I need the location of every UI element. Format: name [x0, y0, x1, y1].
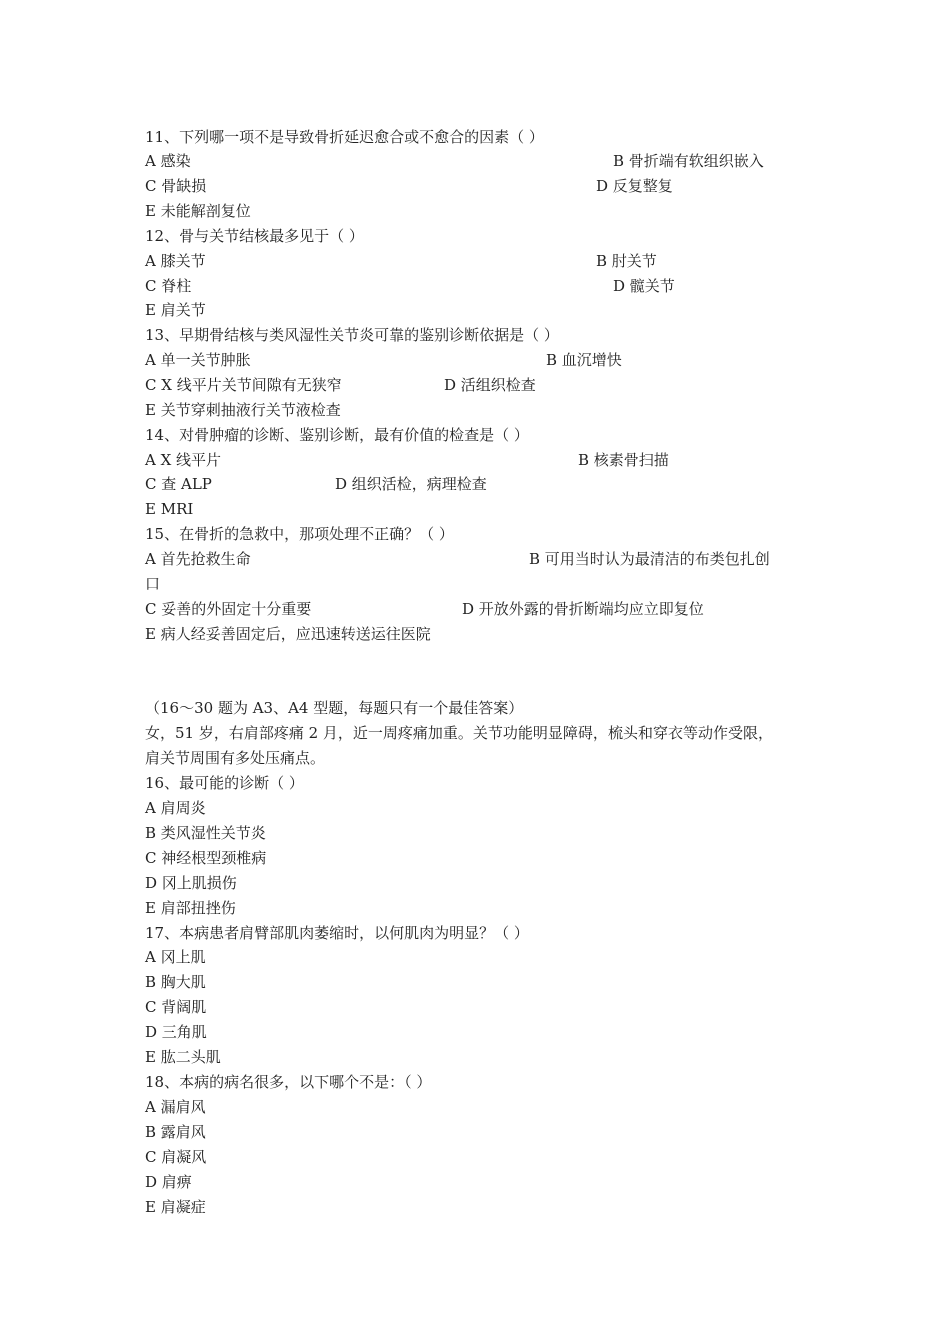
question-15-option-d: D 开放外露的骨折断端均应立即复位 — [462, 600, 704, 618]
question-17-option-d: D 三角肌 — [145, 1023, 207, 1041]
question-14-option-b: B 核素骨扫描 — [578, 451, 669, 469]
question-15-option-b-continued: 口 — [145, 575, 161, 593]
question-13-option-c: C X 线平片关节间隙有无狭窄 — [145, 376, 342, 394]
question-12-option-c: C 脊柱 — [145, 277, 192, 295]
question-15-option-b: B 可用当时认为最清洁的布类包扎创 — [529, 550, 770, 568]
question-16-option-c: C 神经根型颈椎病 — [145, 849, 267, 867]
question-15-option-c: C 妥善的外固定十分重要 — [145, 600, 312, 618]
question-15-option-a: A 首先抢救生命 — [145, 550, 251, 568]
question-13-option-e: E 关节穿刺抽液行关节液检查 — [145, 401, 341, 419]
question-14-option-e: E MRI — [145, 500, 194, 518]
question-12-option-d: D 髋关节 — [613, 277, 675, 295]
question-11-option-e: E 未能解剖复位 — [145, 202, 251, 220]
question-15-option-e: E 病人经妥善固定后，应迅速转送运往医院 — [145, 625, 431, 643]
question-11-option-d: D 反复整复 — [596, 177, 673, 195]
question-14-option-d: D 组织活检，病理检查 — [335, 475, 487, 493]
section-header: （16～30 题为 A3、A4 型题，每题只有一个最佳答案） — [145, 699, 524, 717]
question-18-option-a: A 漏肩风 — [145, 1098, 206, 1116]
question-13-stem: 13、早期骨结核与类风湿性关节炎可靠的鉴别诊断依据是（ ） — [145, 326, 559, 344]
question-12-stem: 12、骨与关节结核最多见于（ ） — [145, 227, 364, 245]
question-12-option-b: B 肘关节 — [596, 252, 657, 270]
question-12-option-a: A 膝关节 — [145, 252, 206, 270]
question-16-option-b: B 类风湿性关节炎 — [145, 824, 266, 842]
question-18-option-c: C 肩凝风 — [145, 1148, 207, 1166]
question-18-option-b: B 露肩风 — [145, 1123, 206, 1141]
case-description-line-1: 女，51 岁，右肩部疼痛 2 月，近一周疼痛加重。关节功能明显障碍，梳头和穿衣等动作受限， — [145, 724, 773, 742]
question-15-stem: 15、在骨折的急救中，那项处理不正确？（ ） — [145, 525, 454, 543]
question-11-stem: 11、下列哪一项不是导致骨折延迟愈合或不愈合的因素（ ） — [145, 128, 544, 146]
question-16-option-d: D 冈上肌损伤 — [145, 874, 237, 892]
question-18-option-d: D 肩痹 — [145, 1173, 192, 1191]
question-17-option-b: B 胸大肌 — [145, 973, 206, 991]
question-13-option-d: D 活组织检查 — [444, 376, 536, 394]
question-13-option-b: B 血沉增快 — [546, 351, 622, 369]
question-13-option-a: A 单一关节肿胀 — [145, 351, 251, 369]
case-description-line-2: 肩关节周围有多处压痛点。 — [145, 749, 326, 767]
question-12-option-e: E 肩关节 — [145, 301, 206, 319]
question-11-option-c: C 骨缺损 — [145, 177, 207, 195]
question-16-option-e: E 肩部扭挫伤 — [145, 899, 236, 917]
question-11-option-a: A 感染 — [145, 152, 191, 170]
question-18-option-e: E 肩凝症 — [145, 1198, 206, 1216]
question-16-option-a: A 肩周炎 — [145, 799, 206, 817]
question-17-stem: 17、本病患者肩臂部肌肉萎缩时，以何肌肉为明显？（ ） — [145, 924, 529, 942]
question-18-stem: 18、本病的病名很多，以下哪个不是：（ ） — [145, 1073, 432, 1091]
question-17-option-c: C 背阔肌 — [145, 998, 207, 1016]
question-17-option-a: A 冈上肌 — [145, 948, 206, 966]
question-14-option-a: A X 线平片 — [145, 451, 222, 469]
question-16-stem: 16、最可能的诊断（ ） — [145, 774, 304, 792]
question-11-option-b: B 骨折端有软组织嵌入 — [613, 152, 764, 170]
question-14-option-c: C 查 ALP — [145, 475, 212, 493]
question-17-option-e: E 肱二头肌 — [145, 1048, 221, 1066]
question-14-stem: 14、对骨肿瘤的诊断、鉴别诊断，最有价值的检查是（ ） — [145, 426, 529, 444]
